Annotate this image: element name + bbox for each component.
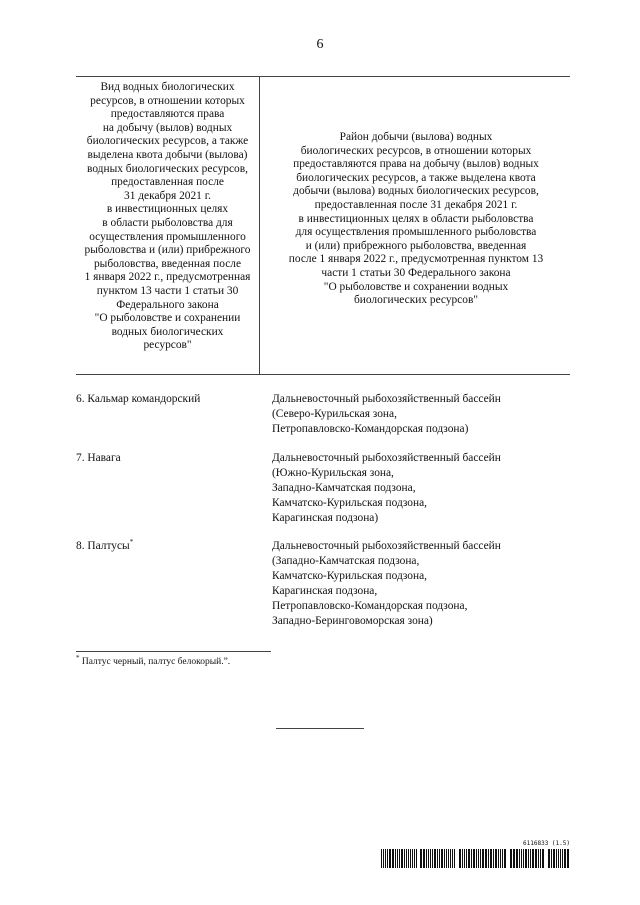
row-7-area xyxy=(272,451,501,526)
row-area-line: (Северо-Курильская зона, xyxy=(272,408,397,420)
row-area-line: Камчатско-Курильская подзона, xyxy=(272,497,428,509)
row-8-name xyxy=(76,539,133,554)
header-col1-line: выделена квота добычи (вылова) xyxy=(87,148,248,161)
row-area-line: Дальневосточный рыбохозяйственный бассейн xyxy=(272,452,501,464)
footnote xyxy=(76,653,231,667)
header-col2-line: и (или) прибрежного рыболовства, введенная xyxy=(305,239,527,252)
row-area-line: Дальневосточный рыбохозяйственный бассейн xyxy=(272,393,501,405)
end-of-document-line xyxy=(276,728,364,729)
header-col2-line: после 1 января 2022 г., предусмотренная пунктом 13 xyxy=(288,253,544,266)
header-col2-line: добычи (вылова) водных биологических ресурсов, xyxy=(293,185,539,198)
header-col1 xyxy=(76,81,259,353)
footnote-mark: * xyxy=(76,653,80,662)
row-8-area xyxy=(272,539,501,629)
header-col1-line: ресурсов" xyxy=(143,339,192,352)
header-col1-line: Вид водных биологических xyxy=(100,81,235,93)
header-col1-line: предоставленная после xyxy=(111,176,224,189)
header-col1-line: водных биологических xyxy=(111,325,224,338)
header-col2-line: предоставленная после 31 декабря 2021 г. xyxy=(314,198,518,211)
footnote-closing: ”. xyxy=(223,657,231,667)
header-col1-line: 1 января 2022 г., предусмотренная xyxy=(84,271,251,284)
row-6-area xyxy=(272,392,501,437)
row-area-line: (Западно-Камчатская подзона, xyxy=(272,555,420,567)
header-col1-line: 31 декабря 2021 г. xyxy=(124,189,211,202)
header-col2-line: для осуществления промышленного рыболовства xyxy=(295,226,537,239)
row-area-line: Камчатско-Курильская подзона, xyxy=(272,570,428,582)
header-col1-line: Федерального закона xyxy=(116,298,219,311)
header-col2-line: части 1 статьи 30 Федерального закона xyxy=(321,266,511,279)
document-code: 6116833 (1.5) xyxy=(523,840,570,847)
header-col1-line: ресурсов, в отношении которых xyxy=(90,94,245,107)
barcode-icon xyxy=(381,849,570,868)
header-col2-line: в инвестиционных целях в области рыболовства xyxy=(298,212,534,225)
header-col1-line: осуществления промышленного xyxy=(89,230,246,243)
header-col2-line: биологических ресурсов" xyxy=(354,294,478,307)
row-6-name-text: 6. Кальмар командорский xyxy=(76,393,201,405)
header-col1-line: рыболовства и (или) прибрежного xyxy=(84,244,251,257)
row-7-name-text: 7. Навага xyxy=(76,452,121,464)
header-col2-line: биологических ресурсов, а также выделена квота xyxy=(296,171,536,184)
header-col1-line: в инвестиционных целях xyxy=(106,203,229,216)
row-7-name xyxy=(76,451,121,466)
row-area-line: Западно-Камчатская подзона, xyxy=(272,482,416,494)
row-6-name xyxy=(76,392,200,407)
row-area-line: Петропавловско-Командорская подзона, xyxy=(272,600,468,612)
table-top-border xyxy=(76,76,570,77)
header-col1-line: на добычу (вылов) водных xyxy=(102,121,233,134)
header-col2-line: Район добычи (вылова) водных xyxy=(339,131,493,143)
header-col1-line: в области рыболовства для xyxy=(102,216,233,229)
header-col1-line: предоставляются права xyxy=(110,108,225,121)
row-8-name-text: 8. Палтусы xyxy=(76,540,130,552)
row-area-line: Карагинская подзона) xyxy=(272,512,379,524)
row-area-line: Карагинская подзона, xyxy=(272,585,378,597)
row-area-line: (Южно-Курильская зона, xyxy=(272,467,394,479)
header-col1-line: биологических ресурсов, а также xyxy=(86,135,249,148)
header-col2-line: "О рыболовстве и сохранении водных xyxy=(323,280,509,293)
header-col1-line: "О рыболовстве и сохранении xyxy=(94,312,241,325)
row-area-line: Петропавловско-Командорская подзона) xyxy=(272,423,469,435)
header-col1-line: рыболовства, введенная после xyxy=(93,257,242,270)
row-area-line: Дальневосточный рыбохозяйственный бассейн xyxy=(272,540,501,552)
header-col2-line: предоставляются права на добычу (вылов) водных xyxy=(293,158,539,171)
row-area-line: Западно-Беринговоморская зона) xyxy=(272,615,433,627)
page-number: 6 xyxy=(316,37,324,52)
table-header-bottom-border xyxy=(76,374,570,375)
table-column-divider xyxy=(259,76,260,374)
header-col1-line: водных биологических ресурсов, xyxy=(87,162,248,175)
header-col2-line: биологических ресурсов, в отношении которых xyxy=(300,144,532,157)
header-col1-line: пунктом 13 части 1 статьи 30 xyxy=(96,284,239,297)
header-col2 xyxy=(262,131,570,308)
footnote-text: Палтус черный, палтус белокорый. xyxy=(79,657,224,667)
footnote-separator xyxy=(76,651,271,652)
row-8-footnote-mark: * xyxy=(129,538,134,547)
